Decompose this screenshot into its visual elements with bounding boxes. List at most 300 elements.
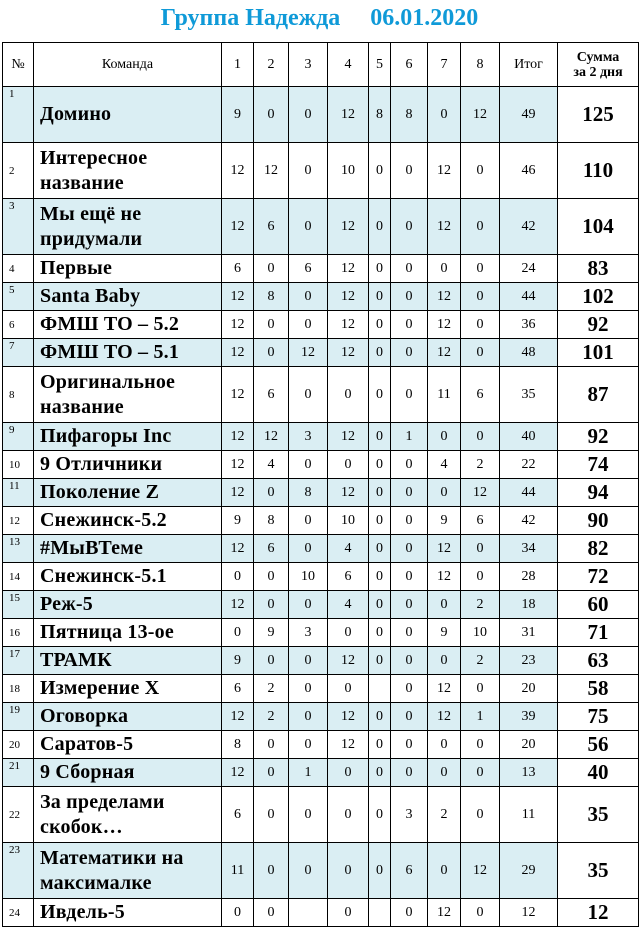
round-score-6: 0 — [391, 731, 428, 759]
row-number: 13 — [3, 535, 34, 563]
round-score-8: 0 — [461, 563, 500, 591]
round-score-4: 12 — [328, 255, 369, 283]
two-day-total: 35 — [558, 787, 639, 843]
itog-score: 24 — [500, 255, 558, 283]
round-score-1: 9 — [222, 87, 254, 143]
round-score-2: 0 — [254, 759, 289, 787]
two-day-total: 101 — [558, 339, 639, 367]
round-score-3: 0 — [289, 535, 328, 563]
col-header-round-8: 8 — [461, 43, 500, 87]
two-day-total: 35 — [558, 843, 639, 899]
round-score-7: 0 — [428, 479, 461, 507]
round-score-3: 12 — [289, 339, 328, 367]
round-score-5 — [369, 899, 391, 927]
team-name — [34, 451, 222, 479]
round-score-5: 0 — [369, 647, 391, 675]
header-row — [3, 43, 639, 87]
table-row — [3, 563, 639, 591]
two-day-total: 94 — [558, 479, 639, 507]
two-day-total: 63 — [558, 647, 639, 675]
row-number: 24 — [3, 899, 34, 927]
round-score-6: 0 — [391, 255, 428, 283]
round-score-1: 12 — [222, 367, 254, 423]
round-score-7: 0 — [428, 647, 461, 675]
round-score-3: 10 — [289, 563, 328, 591]
round-score-5: 0 — [369, 759, 391, 787]
team-name — [34, 731, 222, 759]
round-score-2: 0 — [254, 591, 289, 619]
round-score-4: 12 — [328, 283, 369, 311]
round-score-7: 0 — [428, 255, 461, 283]
team-name-line: 9 Отличники — [40, 453, 163, 475]
team-name-line: #МыВТеме — [40, 537, 144, 559]
round-score-3: 0 — [289, 367, 328, 423]
table-row — [3, 199, 639, 255]
round-score-4: 0 — [328, 619, 369, 647]
round-score-7: 12 — [428, 899, 461, 927]
two-day-total: 71 — [558, 619, 639, 647]
itog-score: 34 — [500, 535, 558, 563]
col-header-round-5: 5 — [369, 43, 391, 87]
team-name-line: название — [40, 395, 124, 418]
round-score-6: 0 — [391, 143, 428, 199]
round-score-5: 0 — [369, 283, 391, 311]
round-score-4: 12 — [328, 339, 369, 367]
col-header-round-4: 4 — [328, 43, 369, 87]
round-score-2: 8 — [254, 507, 289, 535]
table-row — [3, 647, 639, 675]
round-score-7: 0 — [428, 423, 461, 451]
round-score-8: 0 — [461, 899, 500, 927]
table-row — [3, 423, 639, 451]
round-score-3: 0 — [289, 507, 328, 535]
itog-score: 12 — [500, 899, 558, 927]
round-score-5: 0 — [369, 143, 391, 199]
round-score-3: 0 — [289, 647, 328, 675]
round-score-1: 8 — [222, 731, 254, 759]
round-score-1: 12 — [222, 283, 254, 311]
table-row — [3, 507, 639, 535]
team-name-line: придумали — [40, 227, 143, 250]
round-score-8: 12 — [461, 843, 500, 899]
col-header-sum — [558, 43, 639, 87]
round-score-4: 12 — [328, 423, 369, 451]
round-score-2: 0 — [254, 479, 289, 507]
round-score-1: 12 — [222, 143, 254, 199]
itog-score: 49 — [500, 87, 558, 143]
team-name-line: Пифагоры Inc — [40, 425, 172, 447]
round-score-8: 0 — [461, 311, 500, 339]
team-name — [34, 535, 222, 563]
itog-score: 39 — [500, 703, 558, 731]
round-score-1: 12 — [222, 703, 254, 731]
round-score-2: 9 — [254, 619, 289, 647]
table-row — [3, 759, 639, 787]
row-number: 21 — [3, 759, 34, 787]
round-score-4: 12 — [328, 731, 369, 759]
round-score-5: 0 — [369, 619, 391, 647]
round-score-3: 3 — [289, 619, 328, 647]
row-number: 16 — [3, 619, 34, 647]
team-name — [34, 703, 222, 731]
round-score-7: 12 — [428, 143, 461, 199]
round-score-8: 0 — [461, 143, 500, 199]
team-name-line: Математики на — [40, 846, 184, 869]
team-name-line: Ивдель-5 — [40, 901, 125, 923]
round-score-2: 6 — [254, 199, 289, 255]
round-score-8: 12 — [461, 479, 500, 507]
round-score-2: 0 — [254, 255, 289, 283]
itog-score: 22 — [500, 451, 558, 479]
table-row — [3, 451, 639, 479]
team-name — [34, 311, 222, 339]
team-name — [34, 619, 222, 647]
col-header-round-3: 3 — [289, 43, 328, 87]
team-name-line: Снежинск-5.1 — [40, 565, 167, 587]
round-score-6: 0 — [391, 563, 428, 591]
table-row — [3, 787, 639, 843]
round-score-6: 0 — [391, 899, 428, 927]
round-score-5: 0 — [369, 451, 391, 479]
two-day-total: 12 — [558, 899, 639, 927]
round-score-5: 0 — [369, 591, 391, 619]
round-score-7: 9 — [428, 619, 461, 647]
two-day-total: 40 — [558, 759, 639, 787]
round-score-8: 0 — [461, 759, 500, 787]
round-score-1: 12 — [222, 591, 254, 619]
round-score-1: 12 — [222, 759, 254, 787]
col-header-round-1: 1 — [222, 43, 254, 87]
team-name — [34, 339, 222, 367]
round-score-2: 2 — [254, 675, 289, 703]
sum-header-line1: Сумма — [576, 49, 620, 65]
round-score-5: 8 — [369, 87, 391, 143]
team-name-line: ТРАМК — [40, 649, 112, 671]
team-name — [34, 647, 222, 675]
round-score-6: 0 — [391, 283, 428, 311]
round-score-7: 0 — [428, 759, 461, 787]
team-name — [34, 367, 222, 423]
two-day-total: 102 — [558, 283, 639, 311]
team-name-line: скобок… — [40, 815, 123, 838]
two-day-total: 74 — [558, 451, 639, 479]
table-row — [3, 899, 639, 927]
table-row — [3, 619, 639, 647]
round-score-7: 0 — [428, 591, 461, 619]
round-score-1: 6 — [222, 255, 254, 283]
two-day-total: 58 — [558, 675, 639, 703]
round-score-4: 0 — [328, 759, 369, 787]
round-score-6: 6 — [391, 843, 428, 899]
round-score-6: 0 — [391, 535, 428, 563]
two-day-total: 110 — [558, 143, 639, 199]
team-name-line: Santa Baby — [40, 285, 141, 307]
table-row — [3, 311, 639, 339]
team-name-line: За пределами — [40, 790, 165, 813]
round-score-1: 12 — [222, 311, 254, 339]
round-score-8: 0 — [461, 535, 500, 563]
round-score-2: 0 — [254, 787, 289, 843]
itog-score: 23 — [500, 647, 558, 675]
round-score-1: 9 — [222, 647, 254, 675]
row-number: 12 — [3, 507, 34, 535]
team-name-line: Оригинальное — [40, 370, 176, 393]
two-day-total: 72 — [558, 563, 639, 591]
round-score-4: 0 — [328, 899, 369, 927]
round-score-1: 12 — [222, 199, 254, 255]
round-score-7: 12 — [428, 535, 461, 563]
round-score-3: 0 — [289, 311, 328, 339]
round-score-4: 0 — [328, 367, 369, 423]
round-score-2: 4 — [254, 451, 289, 479]
table-row — [3, 283, 639, 311]
row-number: 5 — [3, 283, 34, 311]
itog-score: 48 — [500, 339, 558, 367]
table-row — [3, 731, 639, 759]
round-score-2: 6 — [254, 535, 289, 563]
row-number: 8 — [3, 367, 34, 423]
itog-score: 18 — [500, 591, 558, 619]
round-score-2: 2 — [254, 703, 289, 731]
round-score-3: 0 — [289, 451, 328, 479]
round-score-8: 0 — [461, 339, 500, 367]
round-score-3: 0 — [289, 591, 328, 619]
round-score-2: 0 — [254, 339, 289, 367]
round-score-1: 6 — [222, 675, 254, 703]
round-score-4: 10 — [328, 507, 369, 535]
itog-score: 29 — [500, 843, 558, 899]
two-day-total: 92 — [558, 311, 639, 339]
round-score-4: 12 — [328, 199, 369, 255]
itog-score: 40 — [500, 423, 558, 451]
round-score-2: 0 — [254, 731, 289, 759]
itog-score: 46 — [500, 143, 558, 199]
row-number: 4 — [3, 255, 34, 283]
results-table — [2, 42, 639, 927]
team-name-line: ФМШ ТО – 5.1 — [40, 341, 180, 363]
table-row — [3, 367, 639, 423]
round-score-7: 11 — [428, 367, 461, 423]
round-score-5: 0 — [369, 731, 391, 759]
team-name-line: Снежинск-5.2 — [40, 509, 167, 531]
two-day-total: 92 — [558, 423, 639, 451]
round-score-4: 0 — [328, 843, 369, 899]
col-header-num: № — [3, 43, 34, 87]
round-score-5 — [369, 675, 391, 703]
round-score-1: 12 — [222, 479, 254, 507]
round-score-2: 0 — [254, 647, 289, 675]
round-score-1: 0 — [222, 563, 254, 591]
team-name-line: максималке — [40, 871, 152, 894]
round-score-5: 0 — [369, 535, 391, 563]
round-score-5: 0 — [369, 339, 391, 367]
round-score-7: 12 — [428, 675, 461, 703]
round-score-6: 0 — [391, 619, 428, 647]
round-score-7: 12 — [428, 339, 461, 367]
round-score-4: 0 — [328, 787, 369, 843]
team-name — [34, 283, 222, 311]
row-number: 20 — [3, 731, 34, 759]
round-score-3 — [289, 899, 328, 927]
two-day-total: 75 — [558, 703, 639, 731]
round-score-4: 12 — [328, 703, 369, 731]
team-name-line: ФМШ ТО – 5.2 — [40, 313, 180, 335]
team-name — [34, 199, 222, 255]
two-day-total: 83 — [558, 255, 639, 283]
round-score-8: 0 — [461, 255, 500, 283]
round-score-3: 0 — [289, 675, 328, 703]
row-number: 1 — [3, 87, 34, 143]
round-score-6: 0 — [391, 759, 428, 787]
table-row — [3, 143, 639, 199]
round-score-2: 12 — [254, 143, 289, 199]
team-name — [34, 479, 222, 507]
round-score-8: 1 — [461, 703, 500, 731]
round-score-1: 0 — [222, 619, 254, 647]
round-score-8: 6 — [461, 507, 500, 535]
itog-score: 44 — [500, 283, 558, 311]
two-day-total: 60 — [558, 591, 639, 619]
team-name-line: 9 Сборная — [40, 761, 135, 783]
round-score-6: 0 — [391, 199, 428, 255]
round-score-3: 0 — [289, 87, 328, 143]
round-score-3: 0 — [289, 843, 328, 899]
round-score-6: 0 — [391, 311, 428, 339]
team-name — [34, 675, 222, 703]
round-score-5: 0 — [369, 563, 391, 591]
round-score-6: 0 — [391, 647, 428, 675]
round-score-2: 8 — [254, 283, 289, 311]
round-score-4: 12 — [328, 311, 369, 339]
two-day-total: 82 — [558, 535, 639, 563]
round-score-8: 6 — [461, 367, 500, 423]
row-number: 6 — [3, 311, 34, 339]
round-score-2: 12 — [254, 423, 289, 451]
team-name — [34, 899, 222, 927]
round-score-3: 0 — [289, 143, 328, 199]
team-name-line: Оговорка — [40, 705, 129, 727]
col-header-round-2: 2 — [254, 43, 289, 87]
team-name-line: название — [40, 171, 124, 194]
round-score-7: 12 — [428, 199, 461, 255]
round-score-6: 8 — [391, 87, 428, 143]
col-header-round-6: 6 — [391, 43, 428, 87]
round-score-5: 0 — [369, 843, 391, 899]
two-day-total: 87 — [558, 367, 639, 423]
row-number: 11 — [3, 479, 34, 507]
round-score-5: 0 — [369, 255, 391, 283]
round-score-1: 6 — [222, 787, 254, 843]
itog-score: 13 — [500, 759, 558, 787]
team-name-line: Саратов-5 — [40, 733, 134, 755]
round-score-6: 0 — [391, 507, 428, 535]
round-score-2: 0 — [254, 311, 289, 339]
round-score-4: 4 — [328, 591, 369, 619]
round-score-3: 1 — [289, 759, 328, 787]
itog-score: 42 — [500, 507, 558, 535]
row-number: 22 — [3, 787, 34, 843]
row-number: 2 — [3, 143, 34, 199]
page-title: Группа Надежда 06.01.2020 — [160, 5, 479, 31]
round-score-8: 2 — [461, 451, 500, 479]
round-score-7: 12 — [428, 703, 461, 731]
round-score-6: 0 — [391, 451, 428, 479]
round-score-4: 0 — [328, 451, 369, 479]
round-score-8: 0 — [461, 787, 500, 843]
round-score-6: 1 — [391, 423, 428, 451]
round-score-3: 0 — [289, 199, 328, 255]
row-number: 18 — [3, 675, 34, 703]
team-name-line: Домино — [40, 103, 112, 125]
team-name — [34, 423, 222, 451]
two-day-total: 56 — [558, 731, 639, 759]
round-score-8: 0 — [461, 423, 500, 451]
round-score-5: 0 — [369, 479, 391, 507]
team-name-line: Измерение X — [40, 677, 160, 699]
team-name — [34, 563, 222, 591]
row-number: 14 — [3, 563, 34, 591]
team-name — [34, 143, 222, 199]
round-score-7: 9 — [428, 507, 461, 535]
round-score-3: 0 — [289, 703, 328, 731]
round-score-7: 12 — [428, 283, 461, 311]
round-score-3: 8 — [289, 479, 328, 507]
itog-score: 44 — [500, 479, 558, 507]
team-name — [34, 255, 222, 283]
round-score-7: 2 — [428, 787, 461, 843]
round-score-6: 0 — [391, 703, 428, 731]
round-score-3: 0 — [289, 731, 328, 759]
team-name-line: Интересное — [40, 146, 148, 169]
team-name — [34, 759, 222, 787]
round-score-6: 0 — [391, 339, 428, 367]
round-score-7: 0 — [428, 731, 461, 759]
itog-score: 42 — [500, 199, 558, 255]
two-day-total: 90 — [558, 507, 639, 535]
round-score-4: 12 — [328, 479, 369, 507]
team-name-line: Реж-5 — [40, 593, 93, 615]
round-score-3: 0 — [289, 283, 328, 311]
round-score-7: 12 — [428, 563, 461, 591]
round-score-6: 3 — [391, 787, 428, 843]
table-row — [3, 843, 639, 899]
table-row — [3, 87, 639, 143]
team-name — [34, 507, 222, 535]
itog-score: 20 — [500, 675, 558, 703]
row-number: 10 — [3, 451, 34, 479]
round-score-8: 2 — [461, 591, 500, 619]
round-score-3: 6 — [289, 255, 328, 283]
row-number: 19 — [3, 703, 34, 731]
col-header-team: Команда — [34, 43, 222, 87]
round-score-2: 6 — [254, 367, 289, 423]
round-score-1: 9 — [222, 507, 254, 535]
round-score-1: 11 — [222, 843, 254, 899]
round-score-8: 2 — [461, 647, 500, 675]
round-score-2: 0 — [254, 87, 289, 143]
row-number: 15 — [3, 591, 34, 619]
round-score-2: 0 — [254, 563, 289, 591]
round-score-2: 0 — [254, 843, 289, 899]
itog-score: 35 — [500, 367, 558, 423]
two-day-total: 125 — [558, 87, 639, 143]
row-number: 9 — [3, 423, 34, 451]
table-row — [3, 591, 639, 619]
round-score-4: 12 — [328, 647, 369, 675]
round-score-7: 0 — [428, 843, 461, 899]
round-score-5: 0 — [369, 367, 391, 423]
round-score-7: 12 — [428, 311, 461, 339]
